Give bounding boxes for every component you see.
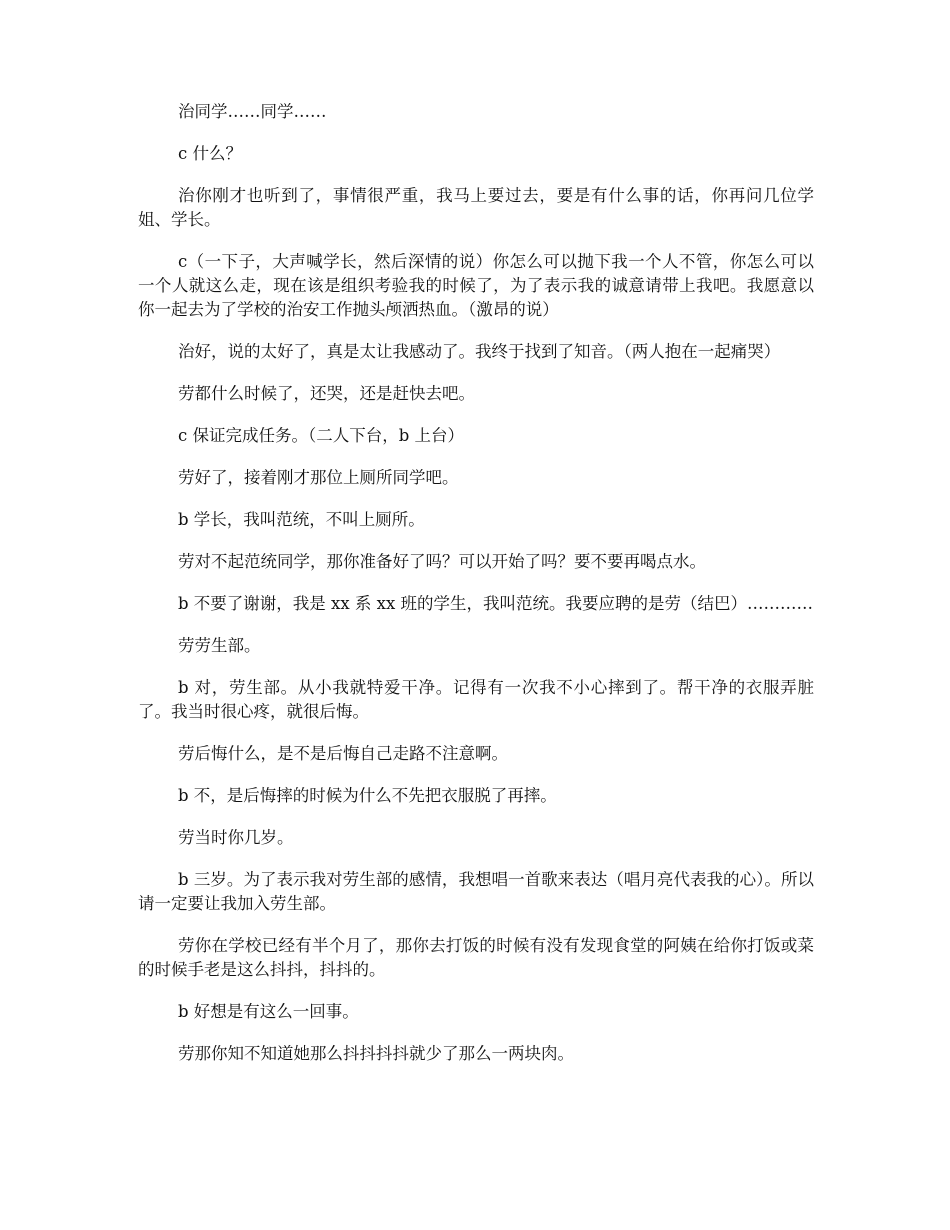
paragraph-12: 劳劳生部。	[178, 636, 261, 655]
paragraph-2: c 什么？	[178, 144, 242, 163]
paragraph-16: 劳当时你几岁。	[178, 828, 294, 847]
paragraph-13: b 对，劳生部。从小我就特爱干净。记得有一次我不小心摔到了。帮干净的衣服弄脏了。我当时很心疼，就很后悔。	[138, 678, 814, 721]
paragraph-11: b 不要了谢谢，我是 xx 系 xx 班的学生，我叫范统。我要应聘的是劳（结巴）…………	[178, 594, 814, 613]
paragraph-3: 治你刚才也听到了，事情很严重，我马上要过去，要是有什么事的话，你再问几位学姐、学长。	[138, 186, 814, 229]
paragraph-5: 治好，说的太好了，真是太让我感动了。我终于找到了知音。（两人抱在一起痛哭）	[178, 342, 781, 361]
paragraph-19: b 好想是有这么一回事。	[178, 1002, 359, 1021]
paragraph-10: 劳对不起范统同学，那你准备好了吗？可以开始了吗？要不要再喝点水。	[178, 552, 706, 571]
paragraph-17: b 三岁。为了表示我对劳生部的感情，我想唱一首歌来表达（唱月亮代表我的心）。所以请一定要让我加入劳生部。	[138, 870, 814, 913]
paragraph-9: b 学长，我叫范统，不叫上厕所。	[178, 510, 425, 529]
paragraph-4: c（一下子，大声喊学长，然后深情的说）你怎么可以抛下我一个人不管，你怎么可以一个人就这么走，现在该是组织考验我的时候了，为了表示我的诚意请带上我吧。我愿意以你一起去为了学校的治安工作抛头颅洒热血。（激昂的说）	[138, 252, 814, 319]
document-page	[138, 100, 814, 1084]
paragraph-15: b 不，是后悔摔的时候为什么不先把衣服脱了再摔。	[178, 786, 557, 805]
paragraph-8: 劳好了，接着刚才那位上厕所同学吧。	[178, 468, 459, 487]
paragraph-7: c 保证完成任务。（二人下台，b 上台）	[178, 426, 465, 445]
paragraph-14: 劳后悔什么，是不是后悔自己走路不注意啊。	[178, 744, 508, 763]
paragraph-6: 劳都什么时候了，还哭，还是赶快去吧。	[178, 384, 475, 403]
paragraph-20: 劳那你知不知道她那么抖抖抖抖就少了那么一两块肉。	[178, 1044, 574, 1063]
paragraph-18: 劳你在学校已经有半个月了，那你去打饭的时候有没有发现食堂的阿姨在给你打饭或菜的时候手老是这么抖抖，抖抖的。	[138, 936, 814, 979]
paragraph-1: 治同学……同学……	[178, 102, 327, 121]
